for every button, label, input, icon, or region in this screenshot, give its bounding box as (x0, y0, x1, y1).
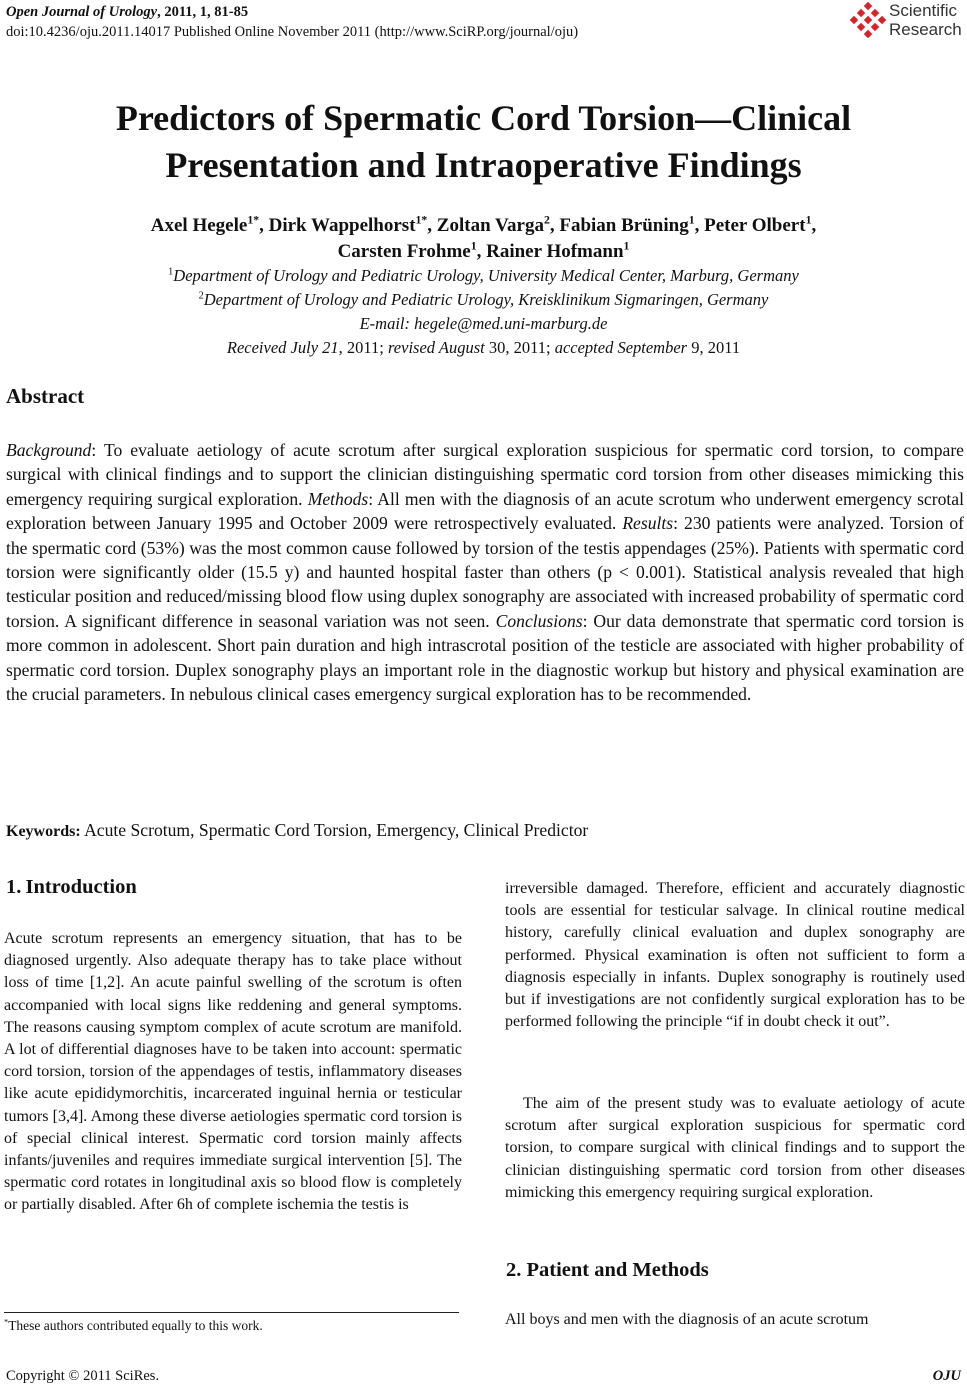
paper-title: Predictors of Spermatic Cord Torsion—Clinical Presentation and Intraoperative Findings (115, 98, 852, 185)
received-date: , 2011; (338, 338, 388, 357)
publisher-logo (849, 0, 967, 44)
abstract-body (6, 438, 964, 706)
keywords-text: Acute Scrotum, Spermatic Cord Torsion, Emergency, Clinical Predictor (80, 820, 589, 840)
copyright-footer: Copyright © 2011 SciRes. (6, 1368, 160, 1384)
author-name: , Peter Olbert (694, 215, 806, 236)
received-label: Received July 21 (226, 338, 339, 357)
background-text: : To evaluate aetiology of acute scrotum after surgical exploration suspicious for spermatic cord torsion, to compare surgical with clinical findings and to support the clinician distinguishing spermatic cord torsion from other diseases mimicking this emergency requiring surgical exploration. (6, 440, 964, 509)
journal-volume: , 2011, 1, 81-85 (157, 4, 249, 20)
revised-date: 30, 2011; (484, 338, 555, 357)
author-affil-mark: 2 (543, 213, 550, 227)
introduction-paragraph-1: Acute scrotum represents an emergency situation, that has to be diagnosed urgently. Also adequate therapy has to take place without loss of time [1,2]. An acute painful swelling of the scrotum is often accompanied with local signs like reddening and general symptoms. The reasons causing symptom complex of acute scrotum are manifold. A lot of differential diagnoses have to be taken into account: spermatic cord torsion, torsion of the appendages of testis, inflammatory diseases like acute epididymorchitis, incarcerated inguinal hernia or testicular tumors [3,4]. Among these diverse aetiologies spermatic cord torsion is of special clinical interest. Spermatic cord torsion mainly affects infants/juveniles and requires immediate surgical intervention [5]. The spermatic cord rotates in longitudinal axis so blood flow is completely or partially disabled. After 6h of complete ischemia the testis is (4, 930, 462, 1214)
affil-mark: 2 (198, 290, 204, 302)
accepted-date: 9, 2011 (687, 338, 741, 357)
author-affil-mark: 1 (688, 213, 695, 227)
received-dates (40, 337, 927, 359)
results-text: : 230 patients were analyzed. Torsion of the spermatic cord (53%) was the most common cause followed by torsion of the testis appendages (25%). Patients with spermatic cord torsion were significantly older (15.5 y) and haunted hospital faster than others (p < 0.001). Statistical analysis revealed that high testicular position and reduced/missing blood flow using duplex sonography are associated with increased probability of spermatic cord torsion. A significant difference in seasonal variation was not seen. (6, 513, 965, 631)
author-affil-mark: 1* (247, 213, 260, 227)
author-list (40, 213, 927, 265)
section-heading-patient-methods: 2. Patient and Methods (506, 1259, 709, 1281)
methods-paragraph: All boys and men with the diagnosis of an acute scrotum (505, 1311, 869, 1328)
section-heading-introduction: 1. Introduction (6, 876, 137, 898)
author-affil-mark: 1* (415, 213, 428, 227)
journal-abbreviation: OJU (932, 1368, 961, 1384)
affiliation-text: Department of Urology and Pediatric Urology, University Medical Center, Marburg, Germany (173, 266, 799, 285)
footnote (4, 1317, 263, 1334)
footnote-mark: * (4, 1317, 9, 1327)
background-label: Background (6, 440, 92, 460)
footnote-divider (4, 1312, 459, 1313)
email-label: E-mail: (359, 314, 415, 333)
author-name: Carsten Frohme (337, 241, 471, 262)
keywords-label: Keywords: (6, 823, 81, 840)
conclusions-label: Conclusions (495, 610, 583, 631)
affiliation-1 (40, 265, 927, 287)
author-name: , Rainer Hofmann (476, 241, 624, 262)
author-affil-mark: 1 (623, 239, 630, 253)
methods-label: Methods (307, 488, 369, 509)
journal-name: Open Journal of Urology (6, 4, 158, 20)
email-address[interactable]: hegele@med.uni-marburg.de (414, 314, 608, 333)
footnote-text: These authors contributed equally to this work. (8, 1318, 263, 1333)
abstract-heading: Abstract (6, 384, 85, 408)
doi-line: doi:10.4236/oju.2011.14017 Published Online November 2011 (http://www.SciRP.org/journal/oju) (6, 24, 579, 40)
scirp-logo-icon (849, 2, 887, 40)
affiliation-text: Department of Urology and Pediatric Urology, Kreisklinikum Sigmaringen, Germany (203, 290, 769, 309)
logo-text (889, 1, 962, 39)
author-name: , Dirk Wappelhorst (259, 215, 416, 236)
author-name: Axel Hegele (150, 215, 248, 236)
conclusions-text: : Our data demonstrate that spermatic cord torsion is more common in adolescent. Short pain duration and high intrascrotal position of the testicle are associated with higher probability of spermatic cord torsion. Duplex sonography plays an important role in the diagnostic workup but history and physical examination are the crucial parameters. In nebulous clinical cases emergency surgical exploration has to be recommended. (6, 610, 964, 705)
logo-line-2: Research (889, 20, 962, 39)
author-separator: , (811, 215, 817, 236)
keywords-line (6, 818, 588, 844)
author-affil-mark: 1 (805, 213, 812, 227)
affil-mark: 1 (168, 266, 174, 278)
accepted-label: accepted September (554, 338, 688, 357)
email-line (40, 313, 927, 335)
introduction-paragraph-2: The aim of the present study was to evaluate aetiology of acute scrotum after surgical exploration suspicious for spermatic cord torsion, to compare surgical with clinical findings and to support the clinician distinguishing spermatic cord torsion from other diseases mimicking this emergency requiring surgical exploration. (505, 1095, 965, 1201)
introduction-paragraph-1-continued: irreversible damaged. Therefore, efficient and accurately diagnostic tools are essential for testicular salvage. In clinical routine medical history, carefully clinical evaluation and duplex sonography are performed. Physical examination is often not sufficient to form a diagnosis especially in infants. Duplex sonography is routinely used but if investigations are not confidently surgical exploration has to be performed following the principle “if in doubt check it out”. (505, 880, 965, 1031)
author-affil-mark: 1 (470, 239, 477, 253)
logo-line-1: Scientific (889, 1, 958, 20)
methods-text: : All men with the diagnosis of an acute scrotum who underwent emergency scrotal exploration between January 1995 and October 2009 were retrospectively evaluated. (6, 488, 964, 534)
author-name: , Fabian Brüning (549, 215, 689, 236)
affiliation-2 (40, 289, 927, 311)
author-name: , Zoltan Varga (427, 215, 544, 236)
journal-header (6, 4, 248, 21)
results-label: Results (622, 513, 674, 534)
revised-label: revised August (388, 338, 485, 357)
